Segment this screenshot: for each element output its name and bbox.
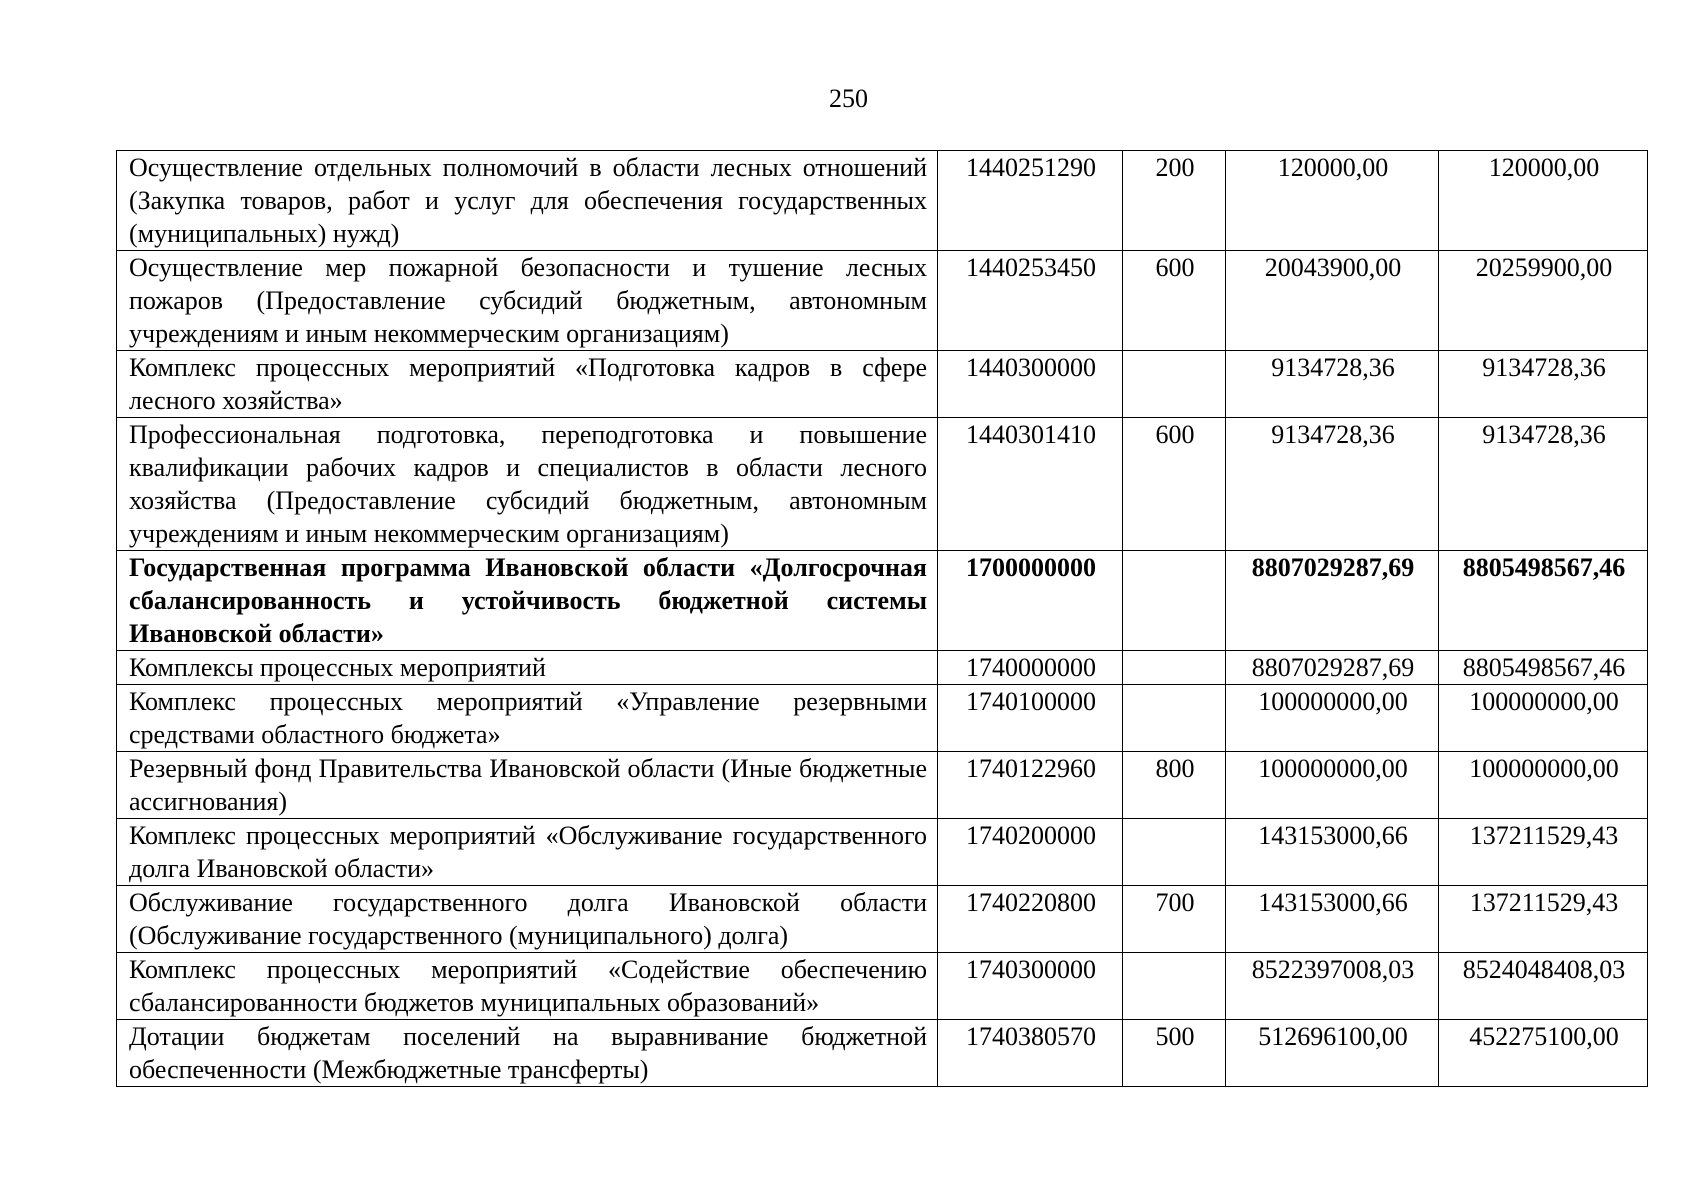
row-code-cell: 1740380570 — [938, 1020, 1123, 1087]
table-row — [117, 685, 1648, 752]
row-code-cell: 1740300000 — [938, 953, 1123, 1020]
table-row — [117, 819, 1648, 886]
row-code-cell: 1740220800 — [938, 886, 1123, 953]
table-row — [117, 551, 1648, 651]
row-name-cell: Государственная программа Ивановской области «Долгосрочная сбалансированность и устойчивость бюджетной системы Ивановской области» — [117, 551, 938, 651]
row-amount-2-cell: 8805498567,46 — [1439, 651, 1648, 685]
row-code-cell: 1440301410 — [938, 418, 1123, 551]
row-code-cell: 1740100000 — [938, 685, 1123, 752]
table-row — [117, 351, 1648, 418]
row-code-cell: 1440251290 — [938, 151, 1123, 251]
row-amount-1-cell: 143153000,66 — [1226, 886, 1439, 953]
row-amount-1-cell: 143153000,66 — [1226, 819, 1439, 886]
row-amount-2-cell: 137211529,43 — [1439, 819, 1648, 886]
row-amount-1-cell: 8807029287,69 — [1226, 651, 1439, 685]
row-expense-type-cell: 600 — [1123, 418, 1226, 551]
row-amount-1-cell: 9134728,36 — [1226, 418, 1439, 551]
row-amount-1-cell: 20043900,00 — [1226, 251, 1439, 351]
row-name-cell: Резервный фонд Правительства Ивановской области (Иные бюджетные ассигнования) — [117, 752, 938, 819]
row-amount-2-cell: 9134728,36 — [1439, 351, 1648, 418]
row-amount-2-cell: 137211529,43 — [1439, 886, 1648, 953]
row-amount-1-cell: 120000,00 — [1226, 151, 1439, 251]
table-row — [117, 651, 1648, 685]
row-amount-2-cell: 9134728,36 — [1439, 418, 1648, 551]
row-name-cell: Комплекс процессных мероприятий «Содействие обеспечению сбалансированности бюджетов муниципальных образований» — [117, 953, 938, 1020]
row-amount-1-cell: 8522397008,03 — [1226, 953, 1439, 1020]
row-amount-1-cell: 100000000,00 — [1226, 685, 1439, 752]
row-amount-2-cell: 452275100,00 — [1439, 1020, 1648, 1087]
row-name-cell: Комплекс процессных мероприятий «Управление резервными средствами областного бюджета» — [117, 685, 938, 752]
row-expense-type-cell: 800 — [1123, 752, 1226, 819]
row-amount-2-cell: 100000000,00 — [1439, 752, 1648, 819]
row-name-cell: Осуществление отдельных полномочий в области лесных отношений (Закупка товаров, работ и услуг для обеспечения государственных (муниципальных) нужд) — [117, 151, 938, 251]
row-expense-type-cell — [1123, 551, 1226, 651]
page-number: 250 — [829, 84, 868, 113]
row-name-cell: Дотации бюджетам поселений на выравнивание бюджетной обеспеченности (Межбюджетные трансферты) — [117, 1020, 938, 1087]
table-row — [117, 886, 1648, 953]
table-row — [117, 953, 1648, 1020]
budget-table — [116, 150, 1648, 1087]
row-amount-2-cell: 100000000,00 — [1439, 685, 1648, 752]
table-row — [117, 418, 1648, 551]
row-name-cell: Комплекс процессных мероприятий «Обслуживание государственного долга Ивановской области» — [117, 819, 938, 886]
row-name-cell: Профессиональная подготовка, переподготовка и повышение квалификации рабочих кадров и специалистов в области лесного хозяйства (Предоставление субсидий бюджетным, автономным учреждениям и иным некоммерческим организациям) — [117, 418, 938, 551]
row-expense-type-cell: 200 — [1123, 151, 1226, 251]
row-expense-type-cell — [1123, 953, 1226, 1020]
row-expense-type-cell — [1123, 819, 1226, 886]
row-code-cell: 1440253450 — [938, 251, 1123, 351]
row-name-cell: Обслуживание государственного долга Ивановской области (Обслуживание государственного (муниципального) долга) — [117, 886, 938, 953]
row-amount-2-cell: 20259900,00 — [1439, 251, 1648, 351]
row-expense-type-cell: 700 — [1123, 886, 1226, 953]
row-expense-type-cell: 600 — [1123, 251, 1226, 351]
row-amount-1-cell: 8807029287,69 — [1226, 551, 1439, 651]
table-row — [117, 752, 1648, 819]
row-name-cell: Комплексы процессных мероприятий — [117, 651, 938, 685]
row-code-cell: 1740000000 — [938, 651, 1123, 685]
row-code-cell: 1740200000 — [938, 819, 1123, 886]
row-amount-2-cell: 120000,00 — [1439, 151, 1648, 251]
row-code-cell: 1700000000 — [938, 551, 1123, 651]
row-expense-type-cell — [1123, 651, 1226, 685]
row-expense-type-cell — [1123, 685, 1226, 752]
row-amount-1-cell: 100000000,00 — [1226, 752, 1439, 819]
table-row — [117, 151, 1648, 251]
row-code-cell: 1440300000 — [938, 351, 1123, 418]
row-code-cell: 1740122960 — [938, 752, 1123, 819]
row-amount-2-cell: 8524048408,03 — [1439, 953, 1648, 1020]
row-amount-1-cell: 512696100,00 — [1226, 1020, 1439, 1087]
budget-table-body — [117, 151, 1648, 1087]
row-expense-type-cell: 500 — [1123, 1020, 1226, 1087]
row-name-cell: Комплекс процессных мероприятий «Подготовка кадров в сфере лесного хозяйства» — [117, 351, 938, 418]
row-amount-1-cell: 9134728,36 — [1226, 351, 1439, 418]
row-amount-2-cell: 8805498567,46 — [1439, 551, 1648, 651]
table-row — [117, 251, 1648, 351]
row-expense-type-cell — [1123, 351, 1226, 418]
row-name-cell: Осуществление мер пожарной безопасности и тушение лесных пожаров (Предоставление субсидий бюджетным, автономным учреждениям и иным некоммерческим организациям) — [117, 251, 938, 351]
table-row — [117, 1020, 1648, 1087]
